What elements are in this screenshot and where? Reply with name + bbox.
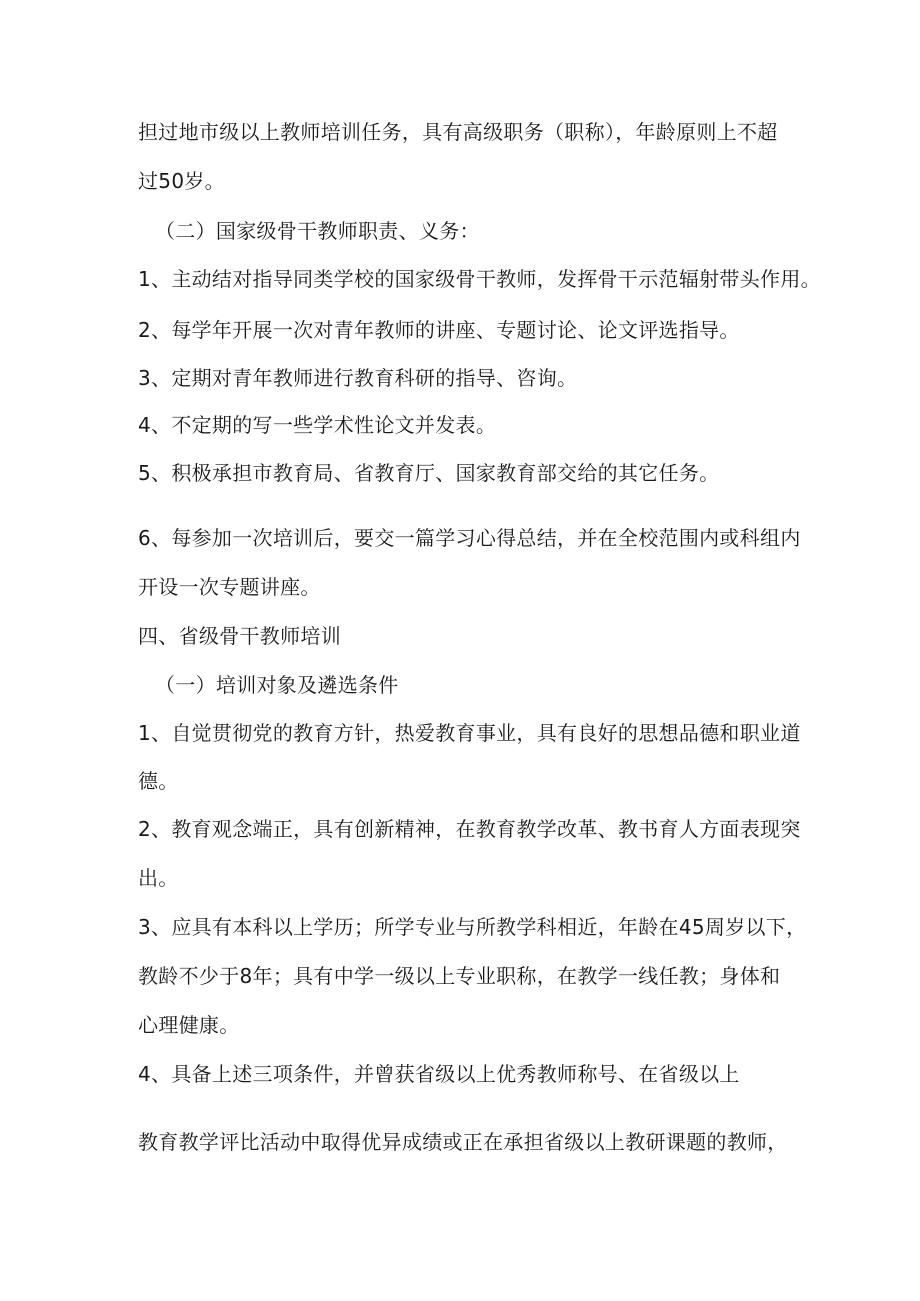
paragraph-line: 教龄不少于8年；具有中学一级以上专业职称，在教学一线任教；身体和 [138,964,781,988]
paragraph-line: 教育教学评比活动中取得优异成绩或正在承担省级以上教研课题的教师， [138,1130,788,1154]
paragraph-line: 过50岁。 [138,169,225,193]
list-item: 3、定期对青年教师进行教育科研的指导、咨询。 [138,366,578,390]
list-item: 1、主动结对指导同类学校的国家级骨干教师，发挥骨干示范辐射带头作用。 [138,267,821,291]
list-item: 5、积极承担市教育局、省教育厅、国家教育部交给的其它任务。 [138,461,720,485]
list-item: 3、应具有本科以上学历；所学专业与所教学科相近，年龄在45周岁以下， [138,915,807,939]
list-item: 2、每学年开展一次对青年教师的讲座、专题讨论、论文评选指导。 [138,318,740,342]
paragraph-line: 担过地市级以上教师培训任务，具有高级职务（职称），年龄原则上不超 [138,120,778,144]
list-item: 4、不定期的写一些学术性论文并发表。 [138,413,497,437]
list-item: 2、教育观念端正，具有创新精神，在教育教学改革、教书育人方面表现突 [138,817,801,841]
section-heading: 四、省级骨干教师培训 [138,624,341,648]
paragraph-line: 出。 [138,866,179,890]
paragraph-line: 德。 [138,769,179,793]
section-subheading: （一）培训对象及遴选条件 [155,673,399,697]
list-item: 4、具备上述三项条件，并曾获省级以上优秀教师称号、在省级以上 [138,1062,740,1086]
list-item: 6、每参加一次培训后，要交一篇学习心得总结，并在全校范围内或科组内 [138,526,801,550]
section-subheading: （二）国家级骨干教师职责、义务： [155,219,480,243]
paragraph-line: 心理健康。 [138,1013,240,1037]
list-item: 1、自觉贯彻党的教育方针，热爱教育事业，具有良好的思想品德和职业道 [138,721,801,745]
paragraph-line: 开设一次专题讲座。 [138,575,321,599]
